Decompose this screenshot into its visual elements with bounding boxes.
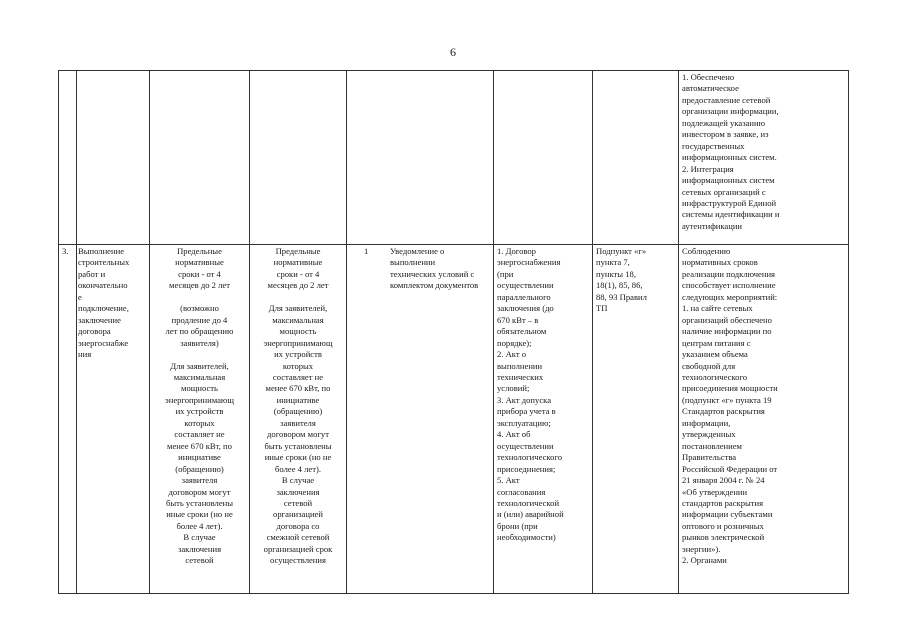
prev-cell-documents xyxy=(347,71,494,245)
table-row-previous xyxy=(59,71,849,245)
page-number: 6 xyxy=(450,45,456,59)
prev-cell-stage xyxy=(77,71,150,245)
results-cell: 1. Договор энергоснабжения (при осуществлении параллельного заключения (до 670 кВт – в обязательном порядке); 2. Акт о выполнении технических условий; 3. Акт допуска прибора учета в эксплуатацию; 4. Акт об осуществлении технологического присоединения; 5. Акт согласования технологической и (или) аварийной брони (при необходимости) xyxy=(494,245,593,594)
term-current-cell: Предельные нормативные сроки - от 4 месяцев до 2 лет (возможно продление до 4 лет по обращению заявителя) Для заявителей, максимальная мощность энергопринимающ их устройств которых составляет не менее 670 кВт, по инициативе (обращению) заявителя договором могут быть установлены иные сроки (но не более 4 лет). В случае заключения сетевой xyxy=(150,245,250,594)
prev-cell-results xyxy=(494,71,593,245)
documents-cell xyxy=(347,245,494,594)
term-target-cell: Предельные нормативные сроки - от 4 месяцев до 2 лет Для заявителей, максимальная мощность энергопринимающ их устройств которых составляет не менее 670 кВт, по инициативе (обращению) заявителя договором могут быть установлены иные сроки (но не более 4 лет). В случае заключения сетевой организацией договора со смежной сетевой организацией срок осуществления xyxy=(250,245,347,594)
legal-basis-cell: Подпункт «г» пункта 7, пункты 18, 18(1), 85, 86, 88, 93 Правил ТП xyxy=(593,245,679,594)
prev-cell-number xyxy=(59,71,77,245)
prev-cell-term-target xyxy=(250,71,347,245)
row-number: 3. xyxy=(59,245,77,594)
documents-text: Уведомление о выполнении технических условий с комплектом документов xyxy=(390,246,479,291)
prev-cell-measures: 1. Обеспечено автоматическое предоставление сетевой организации информации, подлежащей указанию инвестором в заявке, из государственных информационных систем. 2. Интеграция информационных систем сетевых организаций с инфраструктурой Единой системы идентификации и аутентификации xyxy=(679,71,849,245)
prev-cell-term-current xyxy=(150,71,250,245)
table-row-3 xyxy=(59,245,849,594)
measures-cell: Соблюдению нормативных сроков реализации подключения способствует исполнение следующих мероприятий: 1. на сайте сетевых организаций обеспечено наличие информации по центрам питания с указанием объема свободной для технологического присоединения мощности (подпункт «г» пункта 19 Стандартов раскрытия информации, утвержденных постановлением Правительства Российской Федерации от 21 января 2004 г. № 24 «Об утверждении стандартов раскрытия информации субъектами оптового и розничных рынков электрической энергии»). 2. Органами xyxy=(679,245,849,594)
stage-cell: Выполнение строительных работ и окончательно е подключение, заключение договора энергоснабже ния xyxy=(77,245,150,594)
measures-table xyxy=(58,70,849,594)
prev-cell-legal-basis xyxy=(593,71,679,245)
documents-count: 1 xyxy=(364,246,369,256)
